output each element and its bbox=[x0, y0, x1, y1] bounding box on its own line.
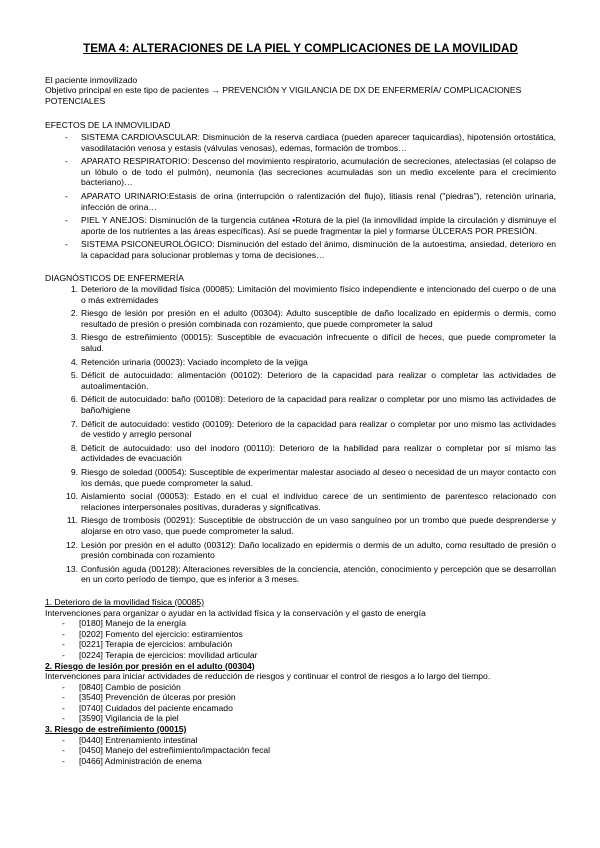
diagnostico-text: Riesgo de trombosis (00291): Susceptible de obstrucción de un vaso sanguíneo por un trombo que puede desprenderse y alojarse en otro vaso, que puede comprometer la salud. bbox=[81, 515, 556, 536]
efecto-item: - SISTEMA PSICONEUROLÓGICO: Disminución del estado del ánimo, disminución de la autoestima, ansiedad, deterioro en la capacidad para solucionar problemas y toma de decisiones… bbox=[81, 239, 556, 260]
intervencion-desc: Intervenciones para organizar o ayudar en la actividad física y la conservación y el gasto de energía bbox=[45, 607, 426, 618]
diagnostico-number: 12. bbox=[66, 539, 78, 550]
diagnostico-item bbox=[70, 442, 556, 464]
intervencion-heading: 2. Riesgo de lesión por presión en el adulto (00304) bbox=[45, 660, 255, 671]
intervencion-desc: Intervenciones para iniciar actividades de reducción de riesgos y continuar el control de riesgos a lo largo del tiempo. bbox=[45, 671, 491, 682]
efecto-item: - SISTEMA CARDIO\ASCULAR: Disminución de la reserva cardiaca (pueden aparecer taquicardias), hipotensión ortostática, vasodilatación venosa y estasis (válvulas venosas), edemas, formación de trombos… bbox=[81, 132, 556, 153]
diagnostico-number: 11. bbox=[66, 515, 78, 526]
diagnosticos-heading: DIAGNÓSTICOS DE ENFERMERÍA bbox=[45, 272, 184, 283]
diagnostico-item bbox=[70, 370, 556, 391]
diagnostico-number: 5. bbox=[70, 370, 78, 381]
diagnostico-item bbox=[70, 284, 556, 305]
diagnostico-text: Deterioro de la movilidad física (00085): Limitación del movimiento físico independiente e intencionado del cuerpo o de una o más extremidades bbox=[81, 284, 556, 305]
diagnostico-item bbox=[70, 418, 556, 440]
diagnostico-item bbox=[66, 539, 556, 561]
diagnostico-text: Déficit de autocuidado: uso del inodoro (00110): Deterioro de la habilidad para realizar o completar por sí mismo las actividades de evacuación bbox=[81, 442, 556, 464]
diagnostico-text: Confusión aguda (00128): Alteraciones reversibles de la conciencia, atención, conocimiento y percepción que se desarrollan en un corto período de tiempo, que es inferior a 3 meses. bbox=[81, 563, 556, 585]
intervencion-list bbox=[45, 682, 556, 724]
diagnostico-item bbox=[66, 491, 556, 512]
intervencion-item: - [0224] Terapia de ejercicios: movilidad articular bbox=[79, 650, 556, 661]
efectos-list bbox=[45, 132, 556, 261]
intervencion-list bbox=[45, 618, 556, 660]
efecto-item: - PIEL Y ANEJOS: Disminución de la turgencia cutánea •Rotura de la piel (la inmovilidad impide la circulación y disminuye el aporte de los nutrientes a las áreas específicas). Así se puede fragmentar la piel y formarse ÚLCERAS POR PRESIÓN. bbox=[81, 215, 556, 236]
diagnostico-text: Riesgo de estreñimiento (00015): Susceptible de evacuación infrecuente o difícil de heces, que puede comprometer la salud. bbox=[81, 332, 556, 354]
diagnostico-number: 4. bbox=[70, 356, 78, 367]
efecto-item: - APARATO RESPIRATORIO: Descenso del movimiento respiratorio, acumulación de secreciones, atelectasias (el colapso de un lóbulo o de todo el pulmón), neumonía (las secreciones acumuladas son un medio excelente para el crecimiento bacteriano)… bbox=[81, 156, 556, 188]
diagnostico-item bbox=[70, 467, 556, 488]
intervencion-item: - [0440] Entrenamiento intestinal bbox=[79, 735, 556, 746]
diagnostico-number: 10. bbox=[66, 491, 78, 502]
diagnostico-number: 13. bbox=[66, 563, 78, 574]
intervenciones-section bbox=[45, 597, 556, 767]
diagnostico-number: 3. bbox=[70, 332, 78, 343]
diagnostico-text: Retención urinaria (00023): Vaciado incompleto de la vejiga bbox=[81, 356, 308, 367]
diagnostico-text: Aislamiento social (00053): Estado en el cual el individuo carece de un sentimiento de parentesco relacionado con relaciones interpersonales positivas, duraderas y significativas. bbox=[81, 491, 556, 512]
intro-objective: Objetivo principal en este tipo de pacientes → PREVENCIÓN Y VIGILANCIA DE DX DE ENFERMERÍA/ COMPLICACIONES POTENCIALES bbox=[45, 85, 522, 106]
diagnostico-text: Riesgo de lesión por presión en el adulto (00304): Adulto susceptible de daño localizado en epidermis o dermis, como resultado de presión o presión combinada con rozamiento, que puede comprometer la salud bbox=[81, 308, 556, 329]
diagnostico-text: Lesión por presión en el adulto (00312): Daño localizado en epidermis o dermis de un adulto, como resultado de presión o presión combinada con rozamiento bbox=[81, 539, 556, 561]
intervencion-item: - [0466] Administración de enema bbox=[79, 756, 556, 767]
diagnostico-item bbox=[70, 356, 556, 368]
diagnostico-item bbox=[66, 515, 556, 536]
diagnostico-number: 9. bbox=[70, 467, 78, 477]
intro-subtitle: El paciente inmovilizado bbox=[45, 74, 138, 85]
intervencion-item: - [0840] Cambio de posición bbox=[79, 682, 556, 693]
intervencion-item: - [0180] Manejo de la energía bbox=[79, 618, 556, 629]
diagnostico-item bbox=[70, 394, 556, 416]
diagnostico-number: 2. bbox=[70, 308, 78, 319]
page-title: TEMA 4: ALTERACIONES DE LA PIEL Y COMPLICACIONES DE LA MOVILIDAD bbox=[83, 42, 518, 55]
diagnostico-number: 6. bbox=[70, 394, 78, 405]
intervencion-item: - [0740] Cuidados del paciente encamado bbox=[79, 703, 556, 714]
diagnostico-number: 1. bbox=[70, 284, 78, 295]
intervencion-item: - [3590] Vigilancia de la piel bbox=[79, 713, 556, 724]
intervencion-list bbox=[45, 735, 556, 767]
intervencion-item: - [0450] Manejo del estreñimiento/impactación fecal bbox=[79, 745, 556, 756]
intervencion-heading: 1. Deterioro de la movilidad física (00085) bbox=[45, 596, 205, 607]
diagnostico-item bbox=[70, 332, 556, 354]
diagnostico-text: Déficit de autocuidado: baño (00108): Deterioro de la capacidad para realizar o completar por uno mismo las actividades de baño/higiene bbox=[81, 394, 556, 416]
diagnosticos-list bbox=[45, 284, 556, 585]
intervencion-item: - [0221] Terapia de ejercicios: ambulación bbox=[79, 639, 556, 650]
efecto-item: - APARATO URINARIO:Estasis de orina (interrupción o ralentización del flujo), litiasis renal ("piedras"), retención urinaria, infección de orina… bbox=[81, 191, 556, 212]
diagnostico-text: Déficit de autocuidado: vestido (00109): Deterioro de la capacidad para realizar o completar por uno mismo las actividades de vestido y arreglo personal bbox=[81, 418, 556, 440]
intervencion-item: - [0202] Fomento del ejercicio: estiramientos bbox=[79, 629, 556, 640]
efectos-heading: EFECTOS DE LA INMOVILIDAD bbox=[45, 120, 171, 131]
diagnostico-number: 8. bbox=[70, 442, 78, 453]
diagnostico-text: Riesgo de soledad (00054): Susceptible de experimentar malestar asociado al deseo o necesidad de un mayor contacto con los demás, que puede comprometer la salud. bbox=[81, 467, 556, 488]
intervencion-item: - [3540] Prevención de úlceras por presión bbox=[79, 692, 556, 703]
diagnostico-text: Déficit de autocuidado: alimentación (00102): Deterioro de la capacidad para realizar o completar las actividades de autoalimentación. bbox=[81, 370, 556, 391]
diagnostico-item bbox=[66, 563, 556, 585]
diagnostico-number: 7. bbox=[70, 418, 78, 429]
diagnostico-item bbox=[70, 308, 556, 329]
intervencion-heading: 3. Riesgo de estreñimiento (00015) bbox=[45, 724, 187, 735]
